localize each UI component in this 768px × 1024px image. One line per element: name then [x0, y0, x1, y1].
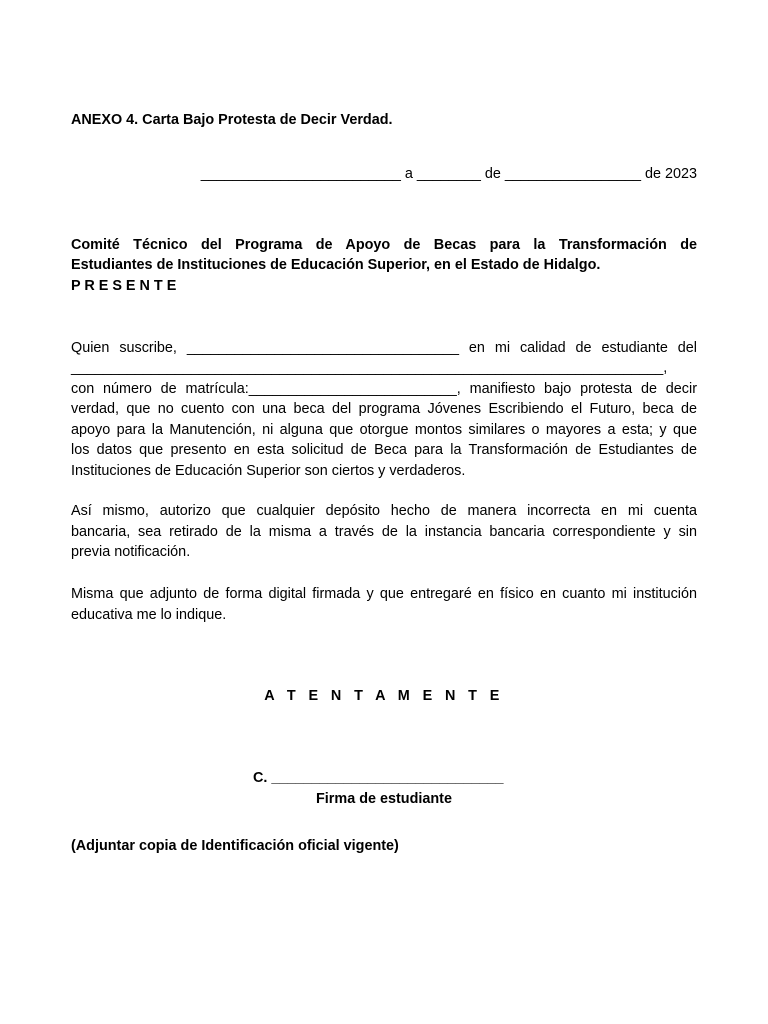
body-p1-line-1: Quien suscribe, __________________________________ en mi calidad de estudiante del [71, 340, 697, 356]
addressee-line-2: Estudiantes de Instituciones de Educación Superior, en el Estado de Hidalgo. [71, 257, 601, 273]
body-p2-line-1: Así mismo, autorizo que cualquier depósito hecho de manera incorrecta en mi cuenta [71, 503, 697, 519]
attachment-note: (Adjuntar copia de Identificación oficial vigente) [71, 838, 399, 854]
presente-heading: P R E S E N T E [71, 278, 177, 294]
body-p1-line-7: Instituciones de Educación Superior son ciertos y verdaderos. [71, 463, 466, 479]
signature-label: Firma de estudiante [316, 791, 452, 807]
atentamente-heading: A T E N T A M E N T E [264, 688, 504, 704]
body-p3-line-1: Misma que adjunto de forma digital firmada y que entregaré en físico en cuanto mi institución [71, 586, 697, 602]
body-p2-line-3: previa notificación. [71, 544, 191, 560]
annex-title: ANEXO 4. Carta Bajo Protesta de Decir Verdad. [71, 112, 393, 128]
body-p1-line-4: verdad, que no cuento con una beca del programa Jóvenes Escribiendo el Futuro, beca de [71, 401, 697, 417]
date-line: _________________________ a ________ de _________________ de 2023 [200, 166, 697, 182]
body-p3-line-2: educativa me lo indique. [71, 607, 227, 623]
body-p2-line-2: bancaria, sea retirado de la misma a través de la instancia bancaria correspondiente y sin [71, 524, 697, 540]
body-p1-line-3: con número de matrícula:__________________________, manifiesto bajo protesta de decir [71, 381, 697, 397]
body-p1-line-2: __________________________________________________________________________, [71, 360, 668, 376]
signature-line: C. _____________________________ [253, 770, 504, 786]
body-p1-line-6: los datos que presento en esta solicitud de Beca para la Transformación de Estudiantes de [71, 442, 697, 458]
body-p1-line-5: apoyo para la Manutención, ni alguna que otorgue montos similares o mayores a esta; y que [71, 422, 697, 438]
addressee-line-1: Comité Técnico del Programa de Apoyo de Becas para la Transformación de [71, 237, 697, 253]
